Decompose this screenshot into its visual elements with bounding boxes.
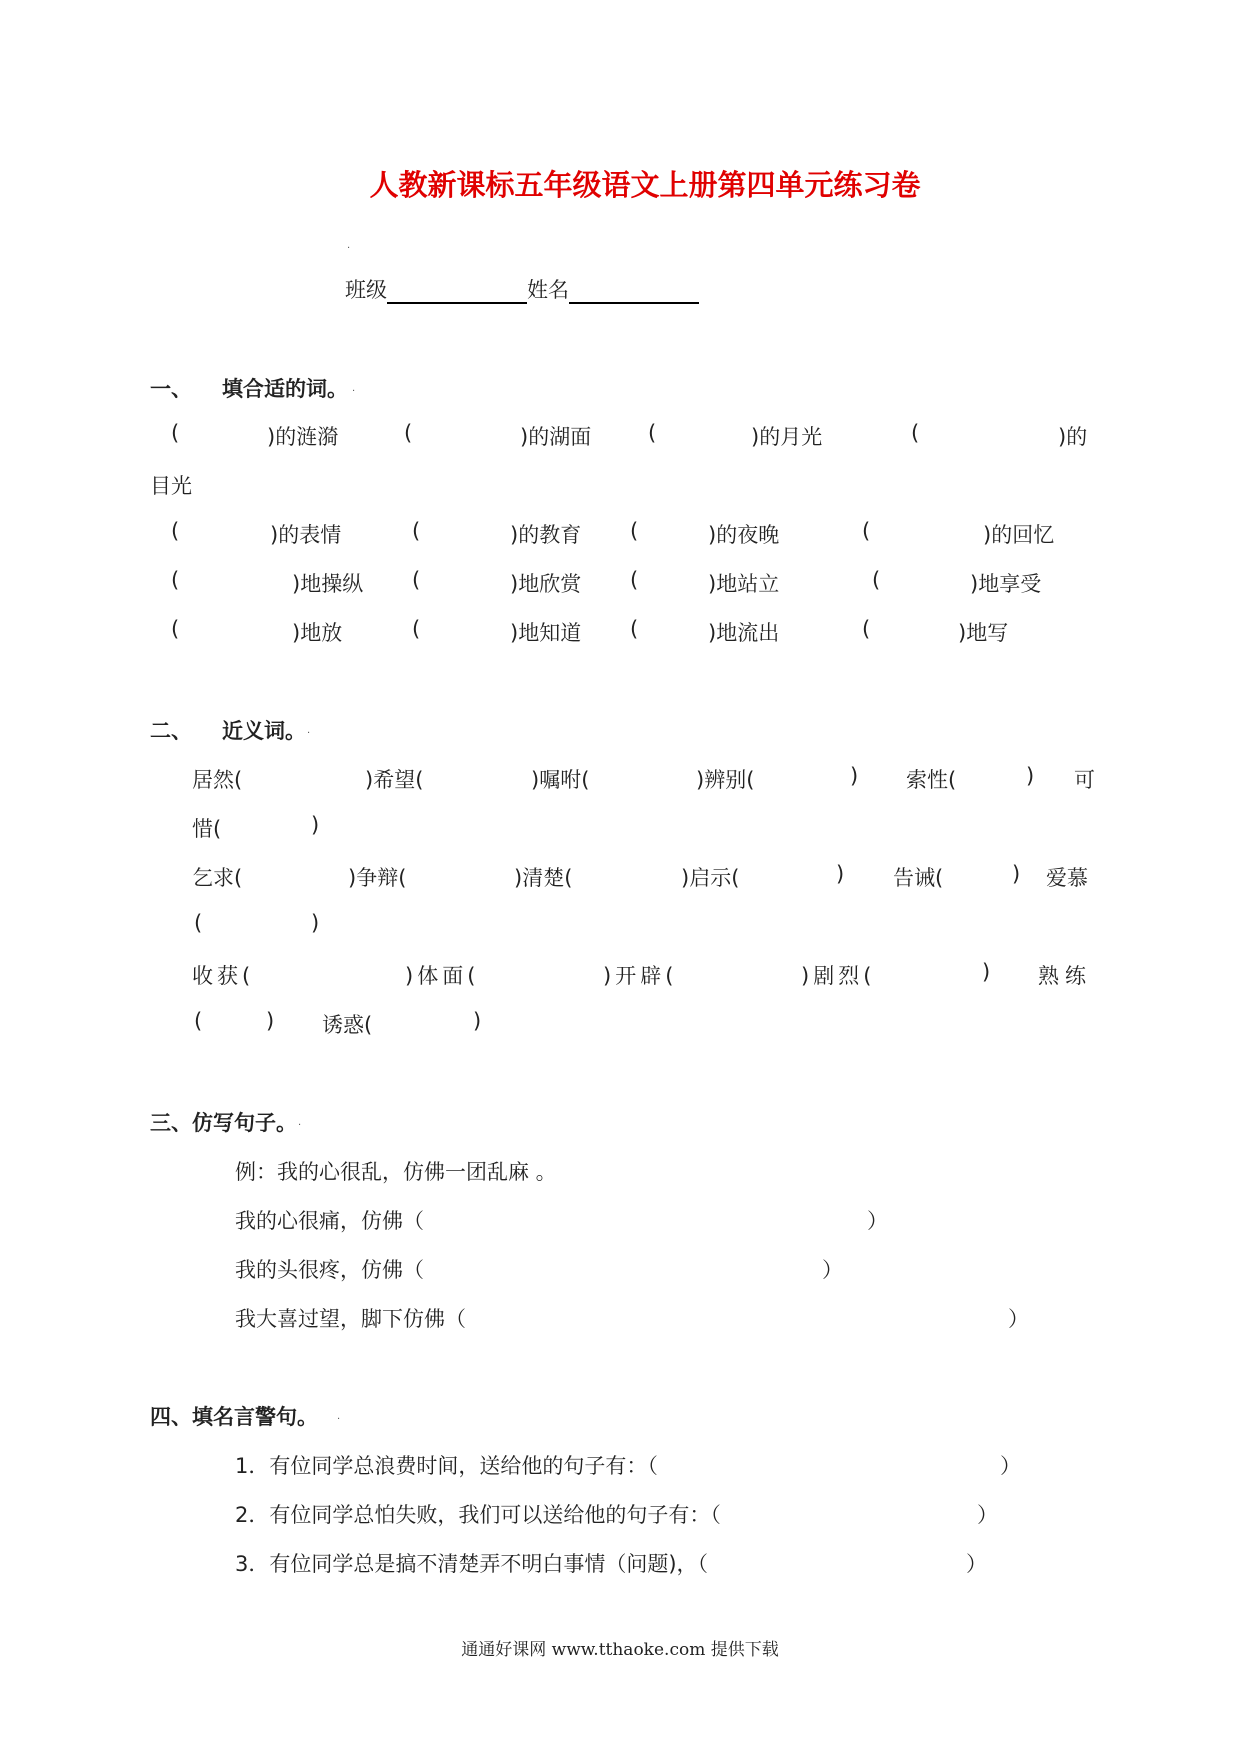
name-label: 姓名 xyxy=(527,278,569,302)
s1-r2-c2-open: ( xyxy=(412,519,421,543)
footer: 通通好课网 www.tthaoke.com 提供下载 xyxy=(461,1640,779,1660)
class-input-line[interactable] xyxy=(387,280,527,304)
s2-r3-wrap-a: ( xyxy=(194,1009,203,1033)
section3-heading: 三、仿写句子。 xyxy=(150,1111,297,1135)
s3-q2-close: ） xyxy=(822,1258,843,1282)
s4-q1-close: ） xyxy=(1000,1454,1021,1478)
stray-dot: . xyxy=(337,1411,341,1422)
s4-q1-text: 1．有位同学总浪费时间，送给他的句子有：（ xyxy=(235,1454,658,1478)
s1-r1-c3-word: )的月光 xyxy=(751,425,823,449)
s2-r2-e: ) xyxy=(836,862,845,886)
s2-r3-a: 收获( xyxy=(192,964,255,988)
s1-r2-c1-open: ( xyxy=(171,519,180,543)
s4-q2-close: ） xyxy=(977,1503,998,1527)
s2-r1-h: 可 xyxy=(1074,768,1095,792)
s1-r1-c1-open: ( xyxy=(171,421,180,445)
stray-dot: . xyxy=(307,725,311,736)
s3-q3-text: 我大喜过望，脚下仿佛（ xyxy=(235,1307,466,1331)
s1-r4-c3-word: )地流出 xyxy=(708,621,780,645)
s2-r2-d: )启示( xyxy=(681,866,740,890)
s2-r2-h: 爱慕 xyxy=(1046,866,1088,890)
s1-r3-c4-open: ( xyxy=(872,568,881,592)
s2-r2-f: 告诫( xyxy=(893,866,944,890)
page-title: 人教新课标五年级语文上册第四单元练习卷 xyxy=(369,168,921,202)
s1-r2-c3-open: ( xyxy=(630,519,639,543)
s1-r4-c2-word: )地知道 xyxy=(510,621,582,645)
s2-r1-c: )嘱咐( xyxy=(531,768,590,792)
s2-r2-wrap-b: ) xyxy=(311,911,320,935)
s2-r1-f: 索性( xyxy=(906,768,957,792)
s1-r2-c2-word: )的教育 xyxy=(510,523,582,547)
s1-r1-c4-open: ( xyxy=(911,421,920,445)
s1-r4-c4-word: )地写 xyxy=(958,621,1009,645)
s4-q2-text: 2．有位同学总怕失败，我们可以送给他的句子有：（ xyxy=(235,1503,721,1527)
s1-r1-c3-open: ( xyxy=(648,421,657,445)
section1-num: 一、 xyxy=(150,377,192,401)
s2-r3-wrap-d: ) xyxy=(473,1009,482,1033)
stray-dot: . xyxy=(347,240,351,251)
section2-heading: 近义词。 xyxy=(222,719,306,743)
s1-r3-c1-open: ( xyxy=(171,568,180,592)
s2-r3-e: ) xyxy=(982,960,991,984)
s1-r4-c1-word: )地放 xyxy=(292,621,343,645)
s2-r3-d: )剧烈( xyxy=(801,964,876,988)
s2-r2-wrap-a: ( xyxy=(194,911,203,935)
s2-r3-wrap-c: 诱惑( xyxy=(322,1013,373,1037)
s3-example: 例：我的心很乱，仿佛一团乱麻 。 xyxy=(235,1160,557,1184)
s3-q1-close: ） xyxy=(867,1209,888,1233)
s1-r4-c3-open: ( xyxy=(630,617,639,641)
s2-r1-d: )辨别( xyxy=(696,768,755,792)
stray-dot: . xyxy=(352,383,356,394)
s1-r2-c1-word: )的表情 xyxy=(270,523,342,547)
section4-heading: 四、填名言警句。 xyxy=(150,1405,318,1429)
section2-num: 二、 xyxy=(150,719,192,743)
s1-r1-c4-word: )的 xyxy=(1058,425,1088,449)
s2-r2-g: ) xyxy=(1012,862,1021,886)
s4-q3-close: ） xyxy=(966,1552,987,1576)
s2-r3-c: )开辟( xyxy=(603,964,678,988)
s1-r3-c4-word: )地享受 xyxy=(970,572,1042,596)
s3-q1-text: 我的心很痛，仿佛（ xyxy=(235,1209,424,1233)
s1-r2-c4-word: )的回忆 xyxy=(983,523,1055,547)
s2-r3-b: )体面( xyxy=(405,964,480,988)
s1-r3-c2-open: ( xyxy=(412,568,421,592)
s1-r2-c3-word: )的夜晚 xyxy=(708,523,780,547)
s2-r1-wrap-a: 惜( xyxy=(192,817,222,841)
s1-r3-c2-word: )地欣赏 xyxy=(510,572,582,596)
s1-r4-c2-open: ( xyxy=(412,617,421,641)
s1-r2-c4-open: ( xyxy=(862,519,871,543)
s2-r1-g: ) xyxy=(1026,764,1035,788)
s1-r4-c1-open: ( xyxy=(171,617,180,641)
s1-r3-c1-word: )地操纵 xyxy=(292,572,364,596)
s4-q3-text: 3．有位同学总是搞不清楚弄不明白事情（问题)，（ xyxy=(235,1552,709,1576)
s1-r3-c3-word: )地站立 xyxy=(708,572,780,596)
s2-r2-b: )争辩( xyxy=(348,866,407,890)
s2-r2-c: )清楚( xyxy=(514,866,573,890)
s1-r4-c4-open: ( xyxy=(862,617,871,641)
s3-q2-text: 我的头很疼，仿佛（ xyxy=(235,1258,424,1282)
s1-r1-c2-open: ( xyxy=(404,421,413,445)
s1-r1-wrap: 目光 xyxy=(150,474,192,498)
s2-r1-e: ) xyxy=(850,764,859,788)
stray-dot: . xyxy=(298,1117,302,1128)
s2-r3-wrap-b: ) xyxy=(266,1009,275,1033)
s2-r3-f: 熟练 xyxy=(1038,964,1092,988)
s2-r1-wrap-b: ) xyxy=(311,813,320,837)
s1-r1-c1-word: )的涟漪 xyxy=(267,425,339,449)
s1-r3-c3-open: ( xyxy=(630,568,639,592)
s3-q3-close: ） xyxy=(1008,1307,1029,1331)
s2-r1-b: )希望( xyxy=(365,768,424,792)
s1-r1-c2-word: )的湖面 xyxy=(520,425,592,449)
class-label: 班级 xyxy=(345,278,387,302)
class-field xyxy=(345,274,699,304)
s2-r1-a: 居然( xyxy=(192,768,243,792)
section1-heading: 填合适的词。 xyxy=(222,377,348,401)
s2-r2-a: 乞求( xyxy=(192,866,243,890)
name-input-line[interactable] xyxy=(569,280,699,304)
